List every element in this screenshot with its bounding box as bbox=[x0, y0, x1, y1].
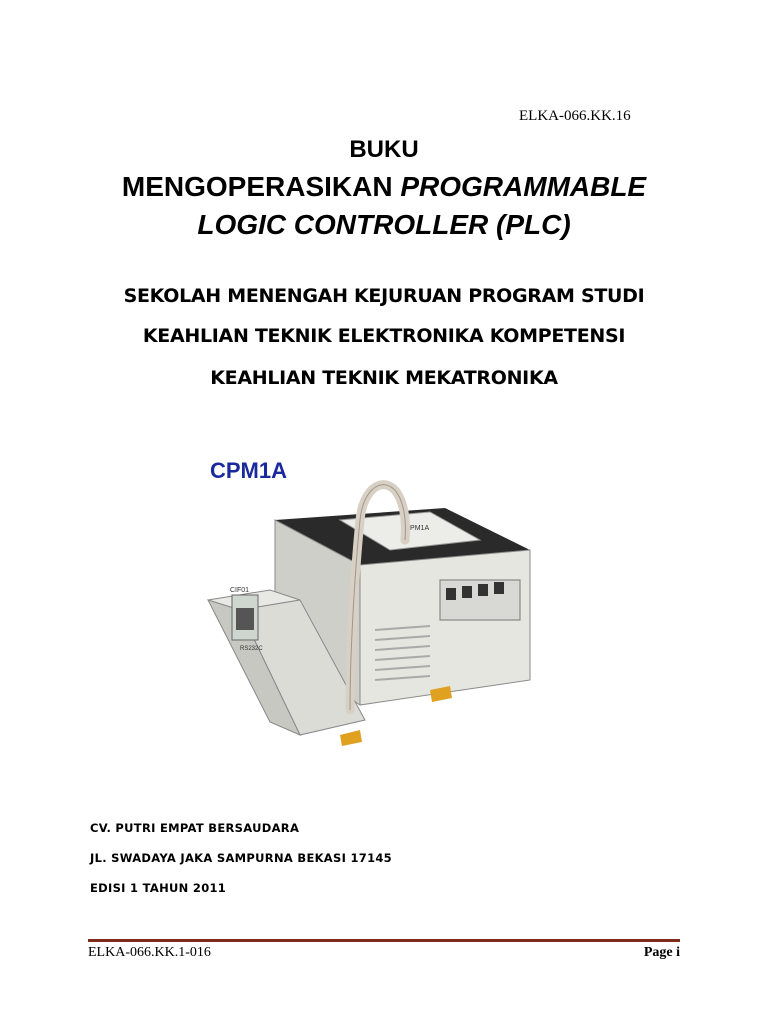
footer-code: ELKA-066.KK.1-016 bbox=[88, 945, 211, 960]
photo-label: CPM1A bbox=[210, 458, 288, 483]
book-label: BUKU bbox=[349, 136, 419, 163]
title-line2: LOGIC CONTROLLER (PLC) bbox=[197, 209, 571, 240]
title-line1-italic: PROGRAMMABLE bbox=[400, 171, 647, 202]
subtitle-line-3: KEAHLIAN TEKNIK MEKATRONIKA bbox=[210, 367, 558, 389]
footer-divider bbox=[88, 939, 680, 942]
document-code: ELKA-066.KK.16 bbox=[519, 108, 631, 124]
publisher-address: JL. SWADAYA JAKA SAMPURNA BEKASI 17145 bbox=[90, 851, 392, 865]
title-line1-plain: MENGOPERASIKAN bbox=[121, 171, 401, 202]
edition: EDISI 1 TAHUN 2011 bbox=[90, 881, 227, 895]
publisher-name: CV. PUTRI EMPAT BERSAUDARA bbox=[90, 821, 300, 835]
port-label: RS232C bbox=[240, 646, 263, 652]
adapter-label: CIF01 bbox=[230, 587, 250, 594]
subtitle-line-2: KEAHLIAN TEKNIK ELEKTRONIKA KOMPETENSI bbox=[142, 325, 626, 347]
page-title bbox=[0, 168, 768, 244]
page-number: Page i bbox=[643, 945, 680, 960]
plc-photo bbox=[200, 450, 570, 770]
unit-label: CPM1A bbox=[405, 525, 430, 532]
subtitle-line-1: SEKOLAH MENENGAH KEJURUAN PROGRAM STUDI bbox=[123, 285, 645, 307]
